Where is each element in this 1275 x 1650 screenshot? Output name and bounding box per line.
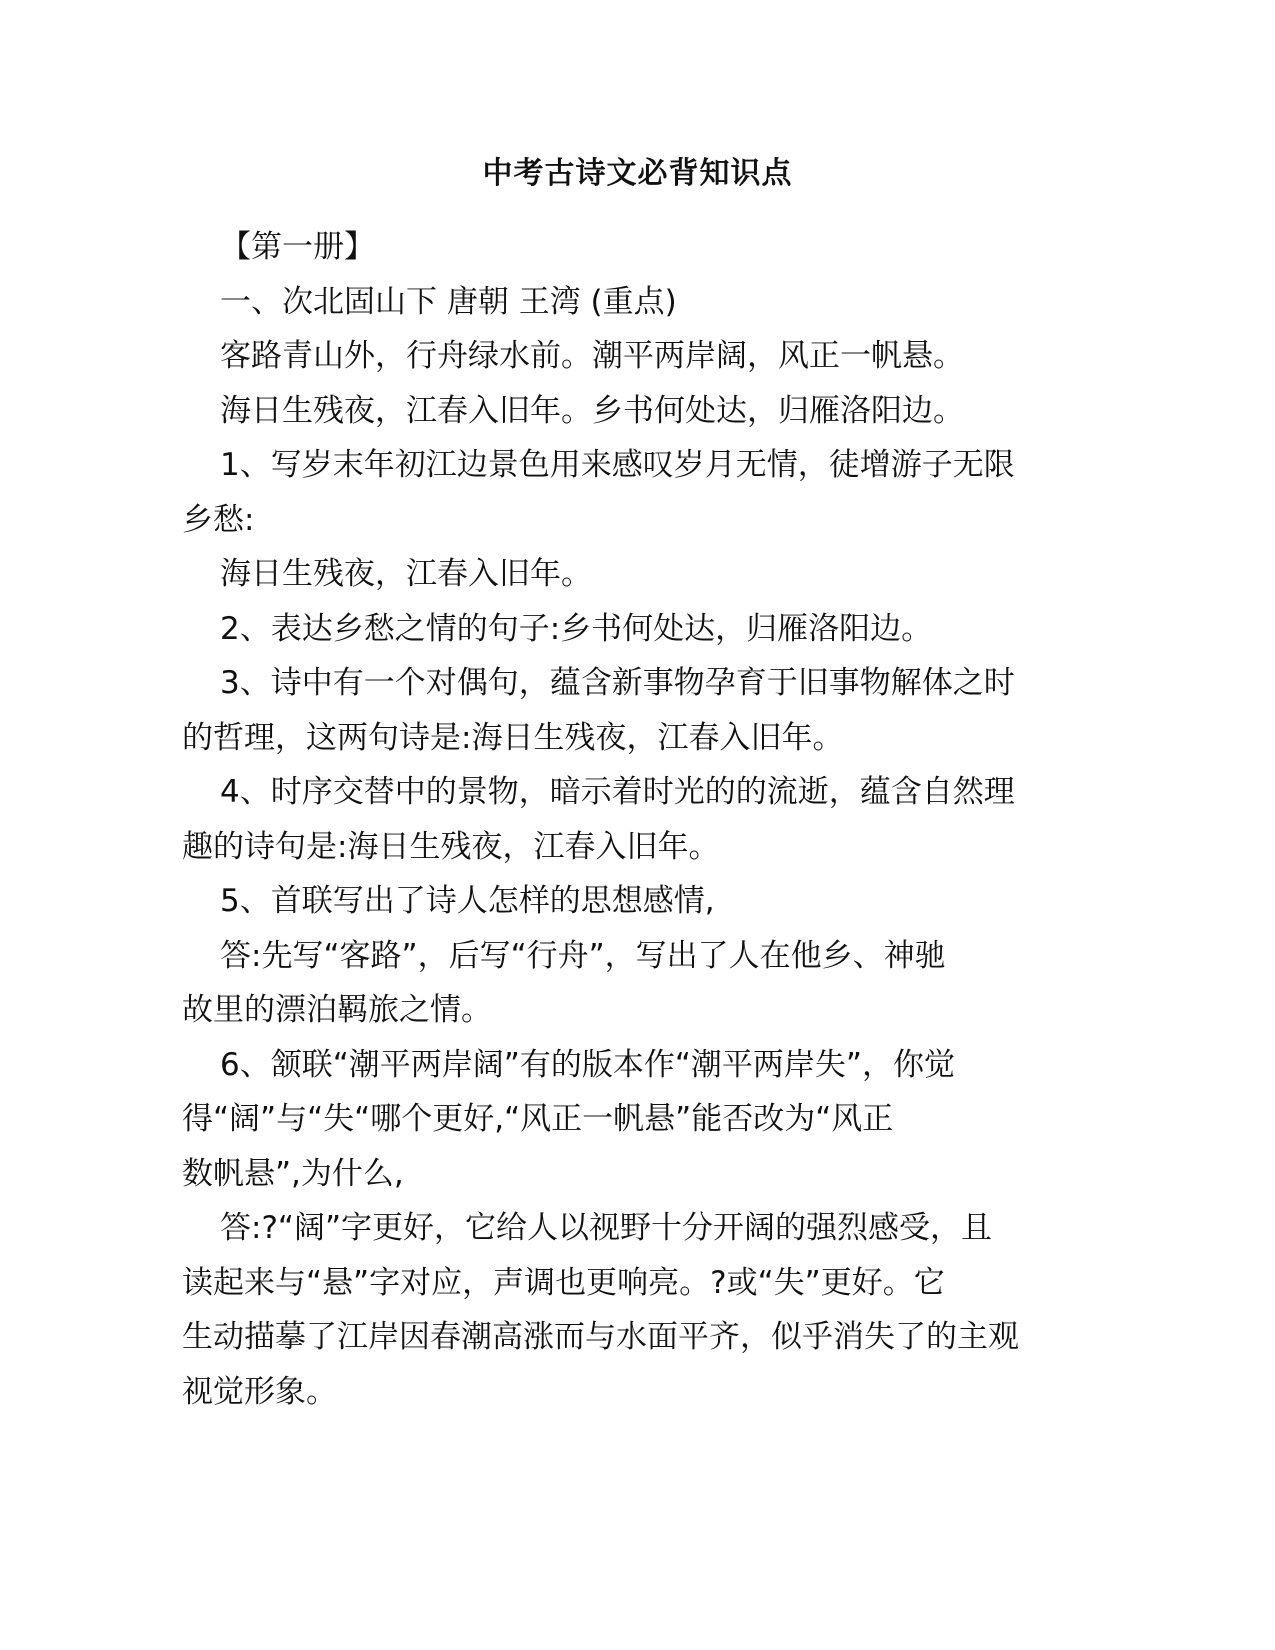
text-line: 1、写岁末年初江边景色用来感叹岁月无情，徒增游子无限 [220, 447, 1015, 483]
document-title: 中考古诗文必背知识点 [482, 156, 793, 191]
text-line: 一、次北固山下 唐朝 王湾 (重点) [220, 283, 677, 320]
text-line: 3、诗中有一个对偶句，蕴含新事物孕育于旧事物解体之时 [220, 665, 1015, 701]
text-line: 5、首联写出了诗人怎样的思想感情, [220, 883, 715, 919]
text-line: 乡愁: [182, 501, 255, 538]
text-line: 的哲理，这两句诗是:海日生残夜，江春入旧年。 [182, 719, 844, 756]
text-line: 6、颔联“潮平两岸阔”有的版本作“潮平两岸失”，你觉 [220, 1046, 955, 1083]
text-line: 生动描摹了江岸因春潮高涨而与水面平齐，似乎消失了的主观 [182, 1319, 1019, 1355]
text-line: 得“阔”与“失“哪个更好,“风正一帆悬”能否改为“风正 [182, 1101, 894, 1137]
document-body [182, 220, 1062, 1419]
text-line: 【第一册】 [220, 229, 375, 265]
text-line: 海日生残夜，江春入旧年。乡书何处达，归雁洛阳边。 [220, 392, 964, 429]
text-line: 答:?“阔”字更好，它给人以视野十分开阔的强烈感受，且 [220, 1210, 993, 1246]
text-line: 趣的诗句是:海日生残夜，江春入旧年。 [182, 828, 720, 865]
text-line: 4、时序交替中的景物，暗示着时光的的流逝，蕴含自然理 [220, 774, 1015, 810]
text-line: 数帆悬”,为什么, [182, 1155, 404, 1192]
text-line: 海日生残夜，江春入旧年。 [220, 556, 592, 592]
text-line: 读起来与“悬”字对应，声调也更响亮。?或“失”更好。它 [182, 1264, 945, 1301]
text-line: 视觉形象。 [182, 1373, 337, 1410]
text-line: 2、表达乡愁之情的句子:乡书何处达，归雁洛阳边。 [220, 610, 933, 647]
text-line: 答:先写“客路”，后写“行舟”，写出了人在他乡、神驰 [220, 937, 946, 974]
text-line: 客路青山外，行舟绿水前。潮平两岸阔，风正一帆悬。 [220, 338, 964, 374]
text-line: 故里的漂泊羁旅之情。 [182, 992, 492, 1028]
